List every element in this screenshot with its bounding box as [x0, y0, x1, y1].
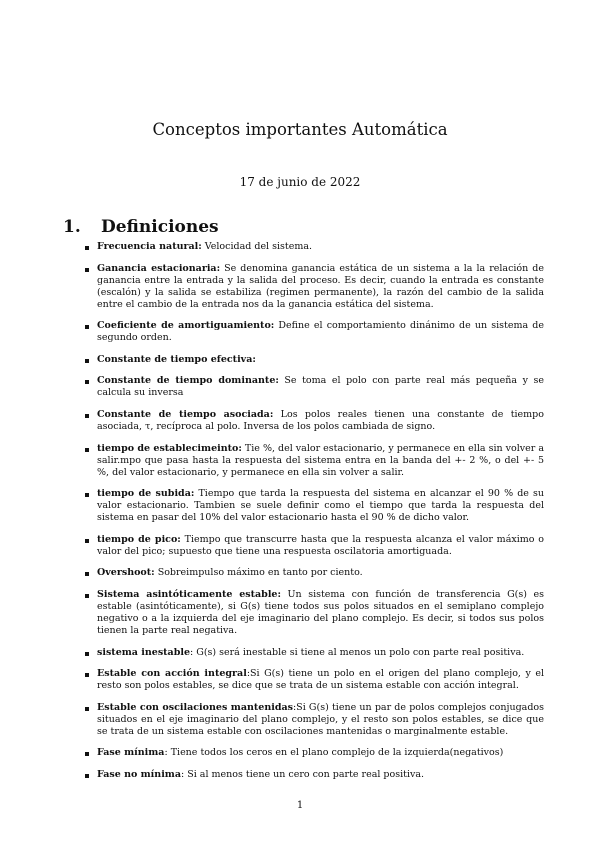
definition-term: Constante de tiempo asociada: — [97, 408, 274, 420]
section-number: 1. — [63, 217, 81, 237]
page-number: 1 — [296, 800, 304, 811]
bullet-icon — [85, 448, 89, 452]
definition-term: Estable con acción integral — [97, 668, 247, 680]
bullet-icon — [85, 707, 89, 711]
bullet-icon — [85, 380, 89, 384]
definition-text: Se denomina ganancia estática de un sistema a la la relación de ganancia entre la entrada y la salida del proceso. Es decir, cuando la entrada es constante (escalón) y la salida se estabiliza (regimen permanente), la razón del cambio de la salida entre el cambio de la entrada nos da la ganancia estática del sistema. — [97, 262, 544, 310]
definition-term: Estable con oscilaciones mantenidas — [97, 701, 293, 713]
section-title: Definiciones — [101, 217, 219, 237]
definition-item — [82, 263, 544, 311]
definition-text: Tiempo que tarda la respuesta del sistema en alcanzar el 90 % de su valor estacionario. Tambien se suele definir como el tiempo que tarda la respuesta del sistema en pasar del 10% del valor estacionario hasta el 90 % de dicho valor. — [97, 488, 544, 524]
definition-text: Los polos reales tienen una constante de tiempo asociada, τ, recíproca al polo. Inversa de los polos cambiada de signo. — [97, 408, 544, 432]
definition-term: Overshoot: — [97, 567, 155, 579]
section-heading — [63, 217, 219, 237]
definition-text: Define el comportamiento dinánimo de un sistema de segundo orden. — [97, 320, 544, 344]
definition-item — [82, 354, 544, 366]
bullet-icon — [85, 246, 89, 250]
definition-text: Se toma el polo con parte real más pequeña y se calcula su inversa — [97, 375, 545, 399]
bullet-icon — [85, 594, 89, 598]
definition-text: Un sistema con función de transferencia G(s) es estable (asintóticamente), si G(s) tiene todos sus polos situados en el semiplano complejo negativo o a la izquierda del eje imaginario del plano complejo. Es decir, si todos sus polos tienen la parte real negativa. — [97, 588, 544, 636]
definition-term: Constante de tiempo efectiva: — [97, 353, 256, 365]
definition-item — [82, 375, 544, 399]
definition-item — [82, 409, 544, 433]
definition-item — [82, 443, 544, 479]
definition-text: Tie %, del valor estacionario, y permanece en ella sin volver a salir.mpo que pasa hasta la respuesta del sistema entra en la banda del +- 2 %, o del +- 5 %, del valor estacionario, y permanece en ella sin volver a salir. — [97, 442, 544, 478]
definition-term: sistema inestable — [97, 646, 191, 658]
definition-term: tiempo de subida: — [97, 488, 195, 500]
definition-text: : Tiene todos los ceros en el plano complejo de la izquierda(negativos) — [164, 747, 504, 759]
definition-item — [82, 567, 544, 579]
definition-text: :Si G(s) tiene un polo en el origen del plano complejo, y el resto son polos estables, se dice que se trata de un sistema estable con acción integral. — [97, 668, 544, 692]
definition-text: Sobreimpulso máximo en tanto por ciento. — [154, 567, 363, 579]
bullet-icon — [85, 752, 89, 756]
definition-text: Velocidad del sistema. — [201, 241, 313, 252]
definition-term: Coeficiente de amortiguamiento: — [97, 320, 275, 332]
definition-item — [82, 769, 544, 781]
definition-text: : G(s) será inestable si tiene al menos un polo con parte real positiva. — [190, 646, 525, 658]
bullet-icon — [85, 774, 89, 778]
definition-term: Ganancia estacionaria: — [97, 262, 221, 274]
definition-item — [82, 241, 544, 253]
definition-item — [82, 320, 544, 344]
definition-text: Tiempo que transcurre hasta que la respuesta alcanza el valor máximo o valor del pico; supuesto que tiene una respuesta oscilatoria amortiguada. — [97, 533, 544, 557]
definition-item — [82, 534, 544, 558]
definition-text: :Si G(s) tiene un par de polos complejos conjugados situados en el eje imaginario del plano complejo, y el resto son polos estables, se dice que se trata de un sistema estable con oscilaciones mantenidas o marginalmente estable. — [97, 701, 544, 737]
definition-item — [82, 747, 544, 759]
bullet-icon — [85, 493, 89, 497]
bullet-icon — [85, 325, 89, 329]
definition-item — [82, 702, 544, 738]
definitions-list — [82, 241, 544, 791]
bullet-icon — [85, 673, 89, 677]
bullet-icon — [85, 414, 89, 418]
bullet-icon — [85, 268, 89, 272]
definition-item — [82, 589, 544, 637]
definition-term: Constante de tiempo dominante: — [97, 375, 279, 387]
definition-term: Frecuencia natural: — [97, 241, 202, 252]
definition-item — [82, 488, 544, 524]
document-date: 17 de junio de 2022 — [239, 175, 361, 189]
bullet-icon — [85, 359, 89, 363]
definition-term: Fase no mínima — [97, 768, 182, 780]
bullet-icon — [85, 572, 89, 576]
bullet-icon — [85, 652, 89, 656]
definition-item — [82, 668, 544, 692]
definition-term: tiempo de pico: — [97, 533, 181, 545]
definition-text: : Si al menos tiene un cero con parte real positiva. — [181, 768, 425, 780]
definition-term: Fase mínima — [97, 747, 165, 759]
bullet-icon — [85, 539, 89, 543]
definition-term: Sistema asintóticamente estable: — [97, 588, 281, 600]
document-title: Conceptos importantes Automática — [152, 120, 448, 139]
definition-term: tiempo de establecimeinto: — [97, 442, 242, 454]
definition-item — [82, 647, 544, 659]
